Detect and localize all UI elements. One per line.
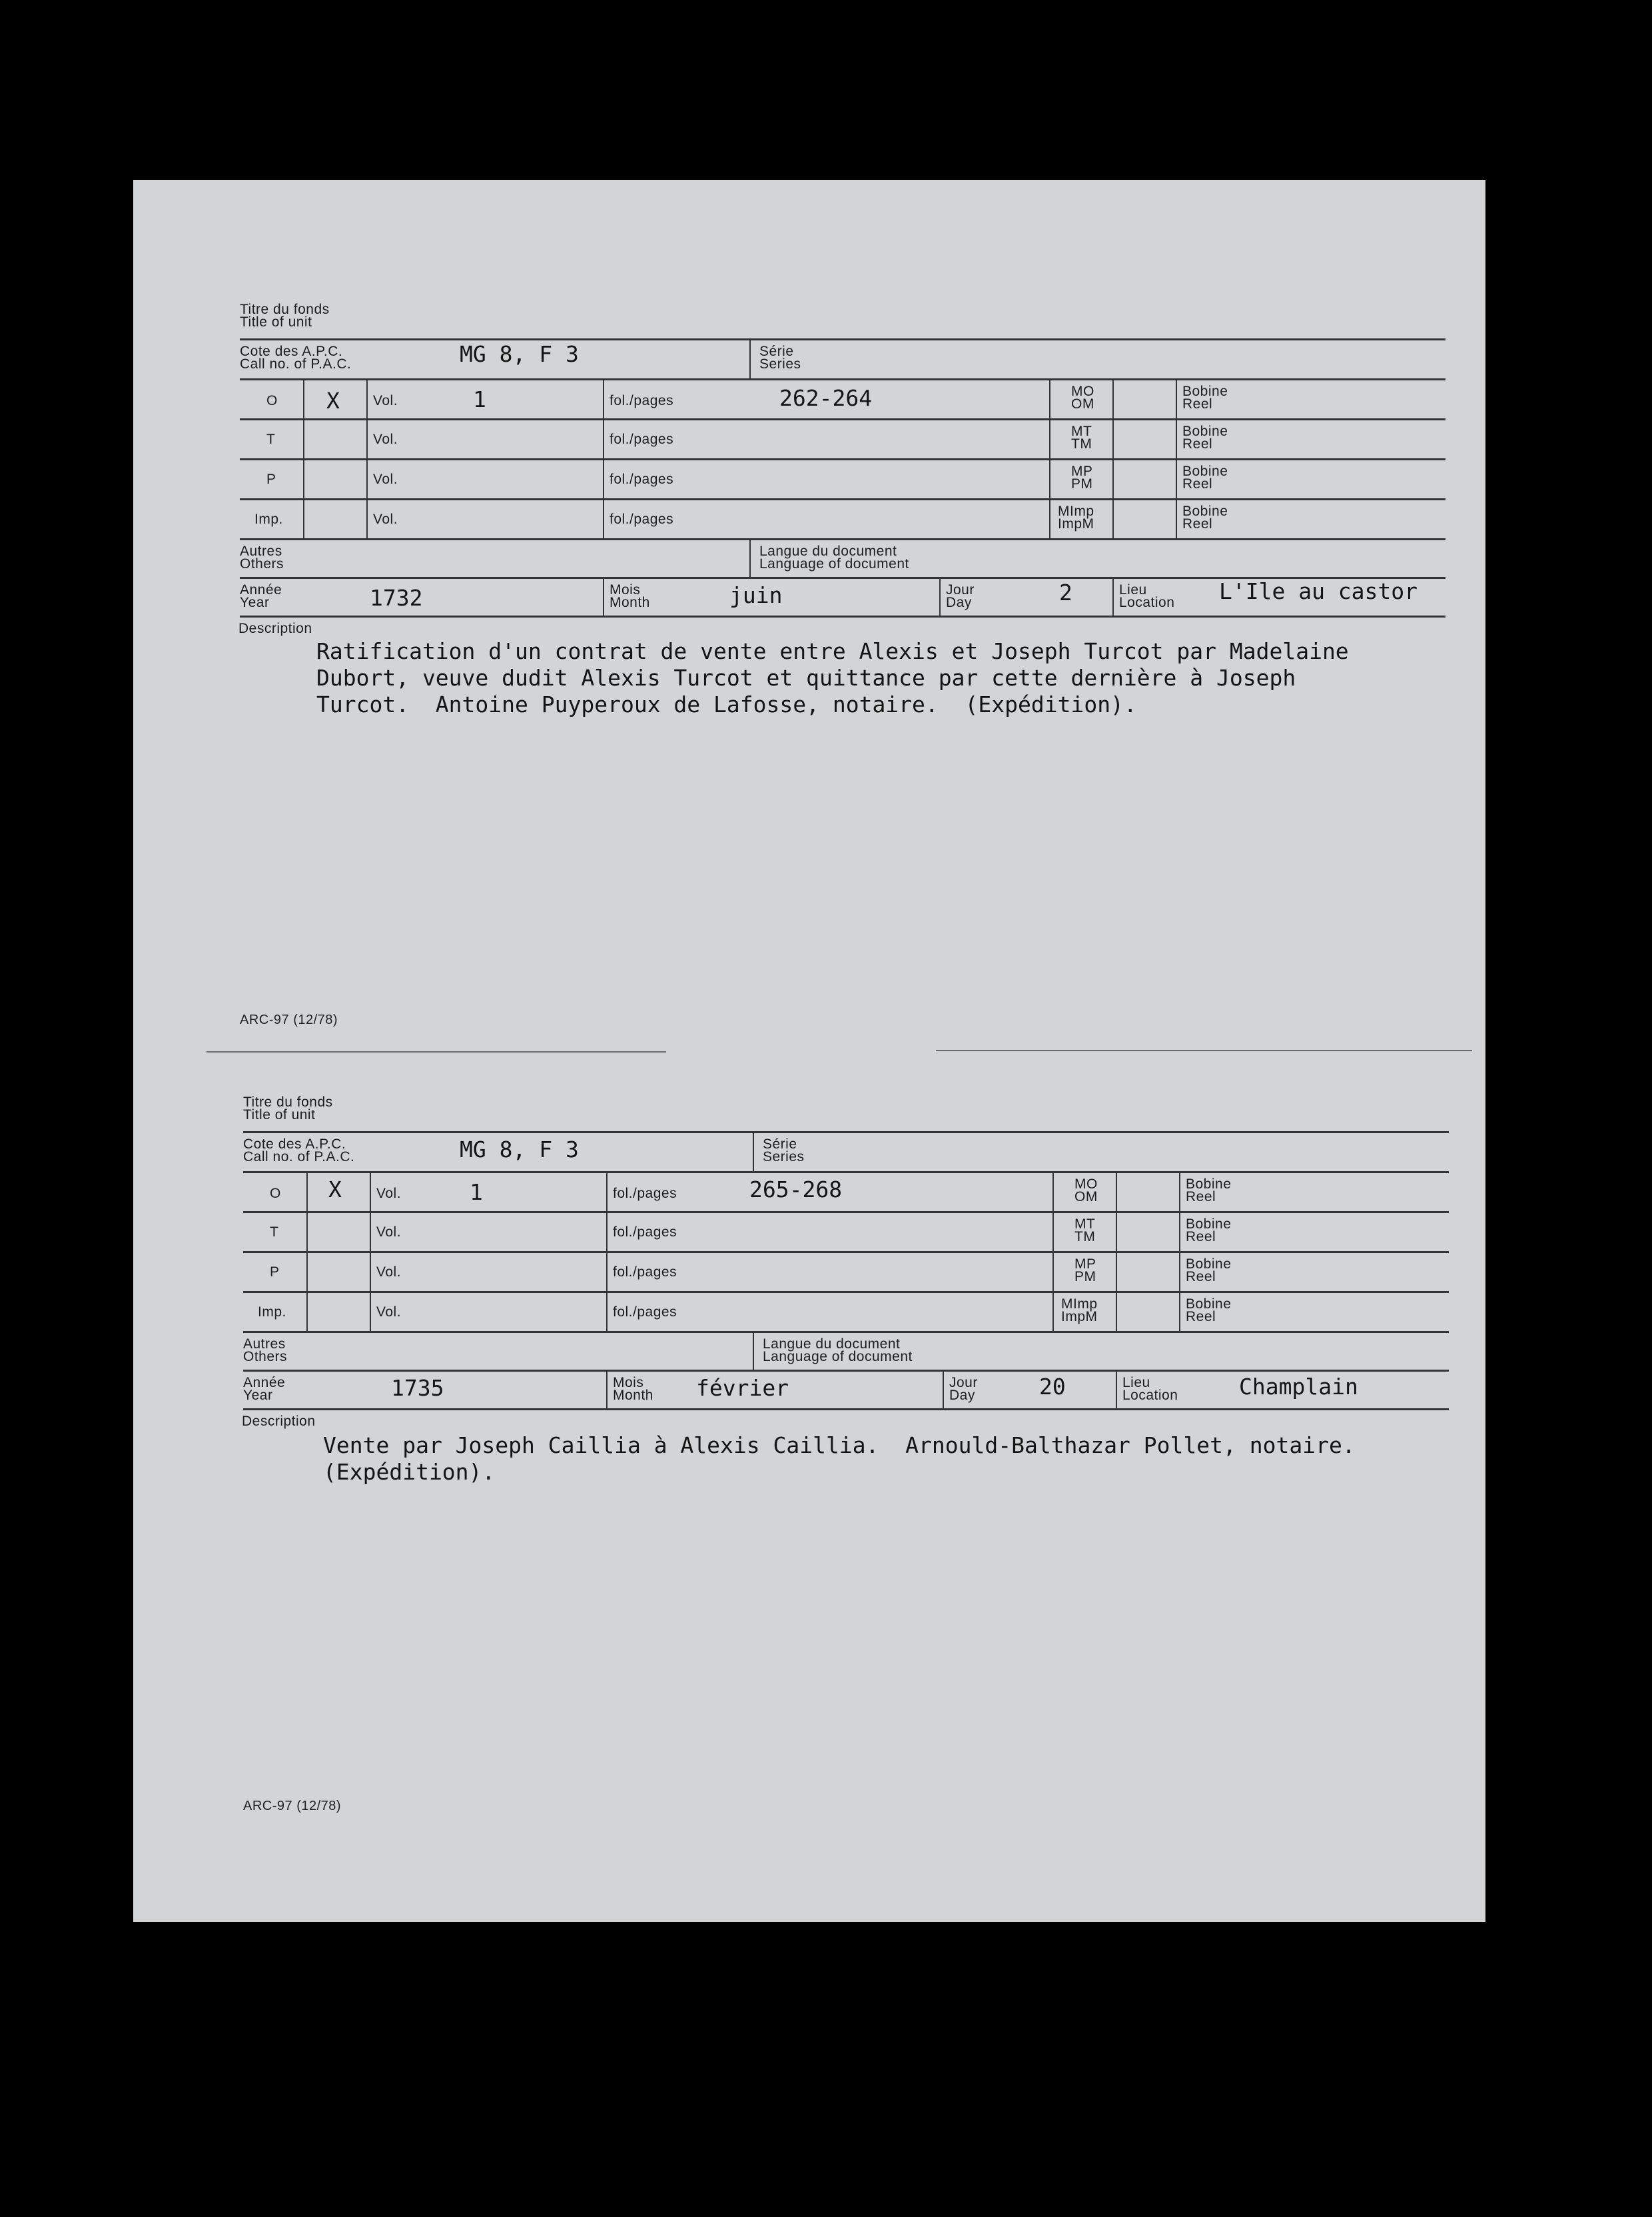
divider — [943, 1370, 944, 1408]
vol-label: Vol. — [376, 1186, 402, 1201]
month-value: juin — [729, 582, 783, 608]
form-number: ARC-97 (12/78) — [243, 1799, 342, 1813]
vol-label: Vol. — [376, 1304, 402, 1320]
row-o-label: O — [270, 1186, 281, 1201]
bobine-reel-label: Bobine Reel — [1182, 384, 1228, 412]
series-label: Série Series — [763, 1136, 805, 1164]
bobine-reel-label: Bobine Reel — [1186, 1256, 1232, 1284]
row-p-label: P — [266, 472, 276, 487]
o-mark: X — [326, 388, 340, 414]
o-pages-value: 265-268 — [749, 1176, 843, 1202]
pages-label: fol./pages — [610, 472, 674, 487]
vol-label: Vol. — [373, 512, 398, 527]
rule — [243, 1131, 1449, 1133]
day-value: 2 — [1059, 580, 1072, 606]
title-of-unit-label: Titre du fonds Title of unit — [240, 302, 330, 330]
vol-label: Vol. — [373, 432, 398, 447]
rule — [243, 1370, 1449, 1372]
location-value: Champlain — [1239, 1374, 1358, 1400]
bobine-reel-label: Bobine Reel — [1186, 1216, 1232, 1244]
year-label: Année Year — [240, 582, 282, 610]
vol-label: Vol. — [376, 1264, 402, 1280]
mo-om-label: MO OM — [1074, 1176, 1098, 1204]
divider — [749, 538, 751, 577]
divider — [1116, 1370, 1117, 1408]
divider — [603, 577, 604, 616]
language-label: Langue du document Language of document — [763, 1336, 913, 1364]
row-p-label: P — [270, 1264, 280, 1280]
year-value: 1735 — [391, 1375, 444, 1401]
rule — [240, 498, 1446, 500]
o-mark: X — [328, 1176, 342, 1202]
mp-pm-label: MP PM — [1074, 1256, 1096, 1284]
row-t-label: T — [270, 1224, 279, 1240]
rule — [240, 538, 1446, 540]
rule — [243, 1291, 1449, 1293]
others-label: Autres Others — [243, 1336, 288, 1364]
scanned-sheet — [133, 180, 1485, 1922]
call-no-value: MG 8, F 3 — [460, 341, 579, 367]
divider — [753, 1331, 754, 1370]
others-label: Autres Others — [240, 544, 284, 572]
month-value: février — [696, 1375, 789, 1401]
day-label: Jour Day — [946, 582, 975, 610]
vol-label: Vol. — [376, 1224, 402, 1240]
rule — [243, 1211, 1449, 1213]
day-value: 20 — [1039, 1374, 1066, 1400]
pages-label: fol./pages — [610, 512, 674, 527]
row-o-label: O — [266, 393, 278, 408]
rule — [240, 338, 1446, 340]
description-label: Description — [238, 621, 312, 636]
row-imp-label: Imp. — [254, 512, 283, 527]
pages-label: fol./pages — [610, 393, 674, 408]
day-label: Jour Day — [949, 1375, 978, 1403]
rule — [243, 1251, 1449, 1253]
location-label: Lieu Location — [1119, 582, 1175, 610]
index-card-1 — [240, 300, 1446, 1093]
row-imp-label: Imp. — [258, 1304, 286, 1320]
series-label: Série Series — [759, 344, 801, 372]
pages-label: fol./pages — [613, 1264, 677, 1280]
divider — [753, 1131, 754, 1171]
form-number: ARC-97 (12/78) — [240, 1013, 338, 1027]
month-label: Mois Month — [613, 1375, 653, 1403]
row-t-label: T — [266, 432, 276, 447]
o-vol-value: 1 — [473, 386, 486, 412]
separator-line — [206, 1051, 666, 1053]
mp-pm-label: MP PM — [1071, 464, 1093, 492]
rule — [240, 616, 1446, 618]
divider — [606, 1370, 608, 1408]
vol-label: Vol. — [373, 393, 398, 408]
o-pages-value: 262-264 — [779, 385, 873, 411]
bobine-reel-label: Bobine Reel — [1186, 1176, 1232, 1204]
mimp-impm-label: MImp ImpM — [1058, 504, 1094, 532]
pages-label: fol./pages — [613, 1304, 677, 1320]
call-no-label: Cote des A.P.C. Call no. of P.A.C. — [240, 344, 352, 372]
bobine-reel-label: Bobine Reel — [1182, 504, 1228, 532]
pages-label: fol./pages — [610, 432, 674, 447]
mt-tm-label: MT TM — [1074, 1216, 1096, 1244]
index-card-2 — [243, 1093, 1449, 1885]
mimp-impm-label: MImp ImpM — [1061, 1296, 1098, 1324]
divider — [939, 577, 941, 616]
title-of-unit-label: Titre du fonds Title of unit — [243, 1095, 333, 1122]
divider — [1112, 577, 1114, 616]
pages-label: fol./pages — [613, 1224, 677, 1240]
mt-tm-label: MT TM — [1071, 424, 1092, 452]
o-vol-value: 1 — [470, 1179, 483, 1205]
location-value: L'Ile au castor — [1219, 578, 1418, 604]
rule — [240, 378, 1446, 380]
description-text: Ratification d'un contrat de vente entre Alexis et Joseph Turcot par Madelaine Dubort, veuve dudit Alexis Turcot et quittance par cette dernière à Joseph Turcot. Antoine Puyperoux de Lafosse, notaire. (Expédition). — [316, 638, 1349, 717]
rule — [243, 1408, 1449, 1410]
vol-label: Vol. — [373, 472, 398, 487]
rule — [240, 418, 1446, 420]
year-label: Année Year — [243, 1375, 286, 1403]
bobine-reel-label: Bobine Reel — [1182, 464, 1228, 492]
separator-line — [936, 1050, 1472, 1051]
month-label: Mois Month — [610, 582, 650, 610]
mo-om-label: MO OM — [1071, 384, 1094, 412]
location-label: Lieu Location — [1122, 1375, 1178, 1403]
rule — [243, 1171, 1449, 1173]
description-text: Vente par Joseph Caillia à Alexis Caillia. Arnould-Balthazar Pollet, notaire. (Expédition). — [323, 1432, 1356, 1485]
pages-label: fol./pages — [613, 1186, 677, 1201]
call-no-value: MG 8, F 3 — [460, 1136, 579, 1162]
year-value: 1732 — [370, 585, 423, 611]
bobine-reel-label: Bobine Reel — [1182, 424, 1228, 452]
rule — [240, 458, 1446, 460]
rule — [243, 1331, 1449, 1333]
divider — [749, 338, 751, 378]
call-no-label: Cote des A.P.C. Call no. of P.A.C. — [243, 1136, 355, 1164]
language-label: Langue du document Language of document — [759, 544, 909, 572]
description-label: Description — [242, 1414, 316, 1429]
bobine-reel-label: Bobine Reel — [1186, 1296, 1232, 1324]
